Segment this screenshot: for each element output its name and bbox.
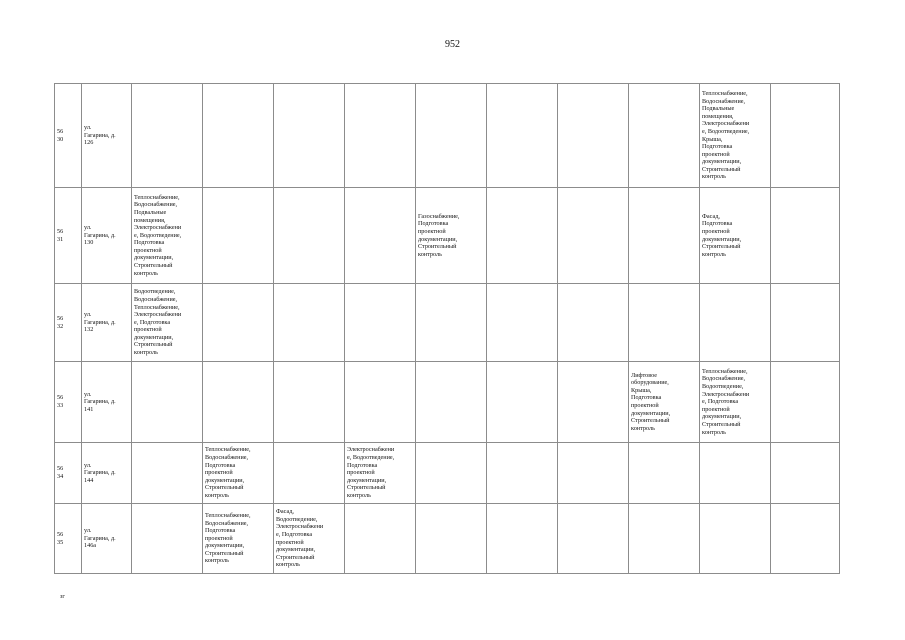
work-type-cell: [345, 84, 416, 188]
work-type-cell: [700, 443, 771, 504]
work-type-text: Фасад, Подготовка проектной документации, Строительный контроль: [702, 212, 742, 258]
address-cell: [82, 504, 132, 574]
address-cell: [82, 84, 132, 188]
work-type-cell: [487, 362, 558, 443]
work-type-cell: [345, 504, 416, 574]
table-row: [55, 284, 840, 362]
work-type-cell: [558, 284, 629, 362]
work-type-cell: [345, 443, 416, 504]
work-type-cell: [771, 84, 840, 188]
work-type-cell: [203, 362, 274, 443]
row-number-cell: [55, 504, 82, 574]
work-type-cell: [132, 362, 203, 443]
address-cell: [82, 443, 132, 504]
work-type-text: Водоотведение, Водоснабжение, Теплоснабжение, Электроснабжени е, Подготовка проектной документации, Строительный контроль: [134, 288, 182, 357]
footer-note: зг: [60, 594, 65, 600]
work-type-cell: [132, 504, 203, 574]
work-type-cell: [274, 188, 345, 284]
address-text: ул. Гагарина, д. 141: [84, 390, 116, 413]
work-type-cell: [487, 443, 558, 504]
work-type-text: Теплоснабжение, Водоснабжение, Водоотведение, Электроснабжени е, Подготовка проектной документации, Строительный контроль: [702, 367, 750, 436]
work-type-cell: [629, 443, 700, 504]
work-type-cell: [771, 443, 840, 504]
work-type-cell: [203, 284, 274, 362]
work-type-cell: [274, 443, 345, 504]
address-cell: [82, 362, 132, 443]
work-type-text: Лифтовое оборудование, Крыша, Подготовка проектной документации, Строительный контроль: [631, 371, 671, 432]
work-type-cell: [345, 362, 416, 443]
address-text: ул. Гагарина, д. 126: [84, 124, 116, 147]
table-row: [55, 362, 840, 443]
work-type-cell: [629, 188, 700, 284]
work-type-cell: [416, 284, 487, 362]
address-cell: [82, 284, 132, 362]
work-type-text: Газоснабжение, Подготовка проектной документации, Строительный контроль: [418, 212, 460, 258]
table-row: [55, 188, 840, 284]
work-type-cell: [203, 84, 274, 188]
work-type-cell: [558, 504, 629, 574]
work-type-text: Теплоснабжение, Водоснабжение, Подготовка проектной документации, Строительный контроль: [205, 511, 251, 565]
work-type-text: Теплоснабжение, Водоснабжение, Подвальные помещения, Электроснабжени е, Водоотведение, Крыша, Подготовка проектной документации, Строительный контроль: [702, 89, 750, 181]
work-type-cell: [629, 362, 700, 443]
work-type-cell: [700, 84, 771, 188]
table-row: [55, 504, 840, 574]
row-number: 56 31: [57, 227, 64, 243]
address-cell: [82, 188, 132, 284]
address-text: ул. Гагарина, д. 146а: [84, 527, 116, 550]
row-number: 56 34: [57, 465, 64, 480]
work-type-cell: [771, 284, 840, 362]
work-type-cell: [416, 443, 487, 504]
work-type-cell: [629, 84, 700, 188]
work-type-cell: [700, 362, 771, 443]
work-type-cell: [274, 84, 345, 188]
row-number: 56 32: [57, 314, 64, 330]
table-row: [55, 84, 840, 188]
work-type-cell: [629, 284, 700, 362]
work-type-cell: [345, 188, 416, 284]
work-type-cell: [487, 504, 558, 574]
row-number: 56 35: [57, 530, 64, 546]
work-type-cell: [771, 188, 840, 284]
work-type-cell: [771, 504, 840, 574]
work-type-cell: [487, 84, 558, 188]
work-type-text: Теплоснабжение, Водоснабжение, Подвальные помещения, Электроснабжени е, Водоотведение, Подготовка проектной документации, Строительный контроль: [134, 193, 182, 277]
address-text: ул. Гагарина, д. 144: [84, 461, 116, 484]
address-text: ул. Гагарина, д. 130: [84, 224, 116, 247]
row-number-cell: [55, 362, 82, 443]
work-type-text: Электроснабжени е, Водоотведение, Подготовка проектной документации, Строительный контроль: [347, 446, 395, 499]
work-type-cell: [487, 284, 558, 362]
work-type-cell: [203, 443, 274, 504]
row-number-cell: [55, 188, 82, 284]
row-number-cell: [55, 84, 82, 188]
work-type-cell: [558, 362, 629, 443]
work-type-cell: [558, 84, 629, 188]
work-type-cell: [700, 188, 771, 284]
row-number: 56 30: [57, 127, 64, 143]
work-type-cell: [274, 284, 345, 362]
work-type-cell: [132, 84, 203, 188]
work-type-cell: [416, 362, 487, 443]
table-row: [55, 443, 840, 504]
row-number-cell: [55, 284, 82, 362]
work-type-cell: [487, 188, 558, 284]
work-type-cell: [416, 504, 487, 574]
work-type-cell: [132, 443, 203, 504]
row-number: 56 33: [57, 394, 64, 409]
work-type-cell: [558, 188, 629, 284]
row-number-cell: [55, 443, 82, 504]
work-type-cell: [700, 284, 771, 362]
repair-schedule-table: [54, 83, 840, 574]
work-type-cell: [629, 504, 700, 574]
work-type-text: Теплоснабжение, Водоснабжение, Подготовка проектной документации, Строительный контроль: [205, 446, 251, 499]
page-number: 952: [445, 39, 460, 50]
work-type-cell: [700, 504, 771, 574]
work-type-cell: [132, 284, 203, 362]
work-type-cell: [771, 362, 840, 443]
address-text: ул. Гагарина, д. 132: [84, 311, 116, 334]
work-type-cell: [203, 188, 274, 284]
work-type-cell: [132, 188, 203, 284]
work-type-text: Фасад, Водоотведение, Электроснабжени е, Подготовка проектной документации, Строительный контроль: [276, 508, 324, 569]
work-type-cell: [416, 188, 487, 284]
work-type-cell: [274, 504, 345, 574]
work-type-cell: [274, 362, 345, 443]
work-type-cell: [345, 284, 416, 362]
work-type-cell: [203, 504, 274, 574]
work-type-cell: [558, 443, 629, 504]
work-type-cell: [416, 84, 487, 188]
